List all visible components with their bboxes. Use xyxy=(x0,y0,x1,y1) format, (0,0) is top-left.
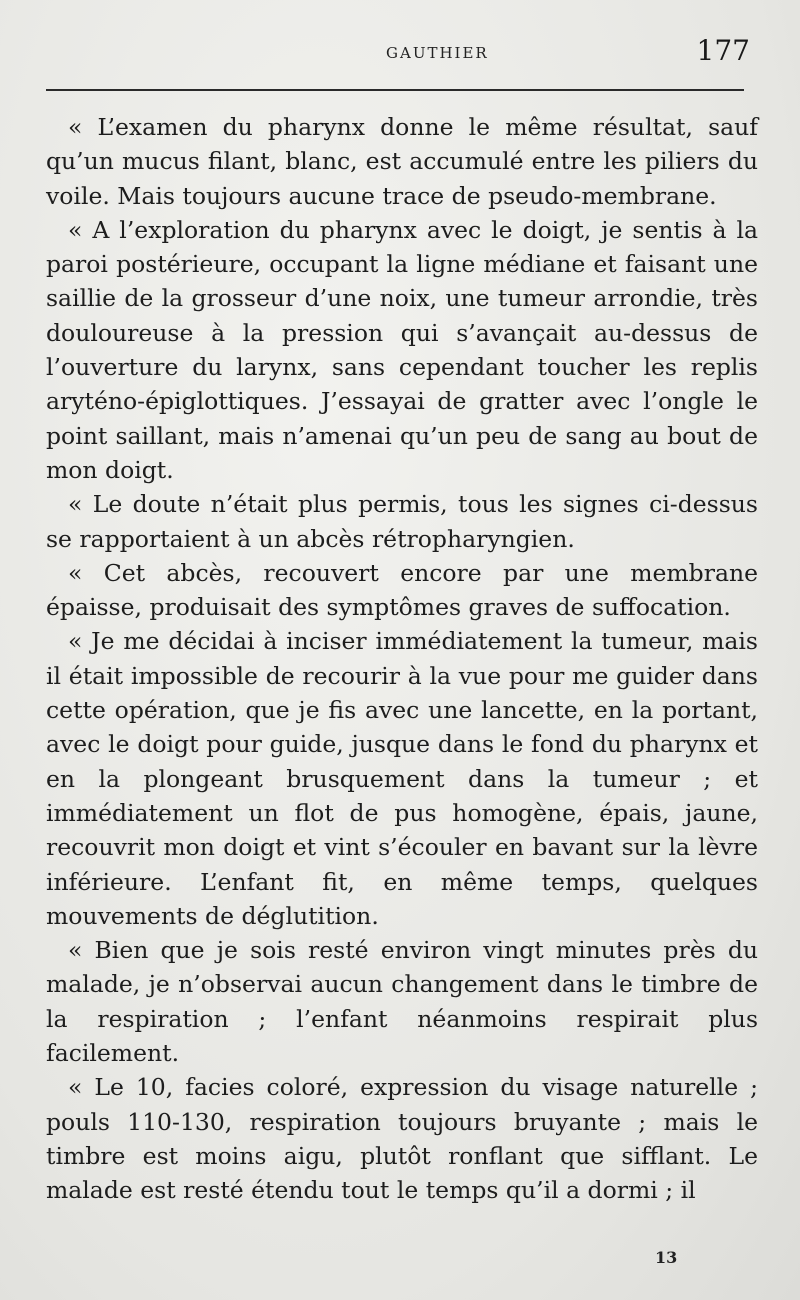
page-number: 177 xyxy=(696,34,750,67)
paragraph: « A l’exploration du pharynx avec le doigt, je sentis à la paroi postérieure, occupant la ligne médiane et faisant une saillie de la grosseur d’une noix, une tumeur arrondie, très douloureuse à la pression qui s’avançait au-dessus de l’ouverture du larynx, sans cependant toucher les replis aryténo-épiglottiques. J’essayai de gratter avec l’ongle le point saillant, mais n’amenai qu’un peu de sang au bout de mon doigt. xyxy=(46,215,758,484)
signature-mark: 13 xyxy=(655,1248,678,1267)
running-head xyxy=(46,34,752,74)
paragraph: « Le 10, facies coloré, expression du visage naturelle ; pouls 110-130, respiration toujours bruyante ; mais le timbre est moins aigu, plutôt ronflant que sifflant. Le malade est resté étendu tout le temps qu’il a dormi ; il xyxy=(46,1073,758,1205)
paragraph: « Je me décidai à inciser immédiatement la tumeur, mais il était impossible de recourir à la vue pour me guider dans cette opération, que je fis avec une lancette, en la portant, avec le doigt pour guide, jusque dans le fond du pharynx et en la plongeant brusquement dans la tumeur ; et immédiatement un flot de pus homogène, épais, jaune, recouvrit mon doigt et vint s’écouler en bavant sur la lèvre inférieure. L’enfant fit, en même temps, quelques mouvements de déglutition. xyxy=(46,627,758,930)
paragraph: « Cet abcès, recouvert encore par une membrane épaisse, produisait des symptômes graves de suffocation. xyxy=(46,558,758,622)
paragraph: « L’examen du pharynx donne le même résultat, sauf qu’un mucus filant, blanc, est accumulé entre les piliers du voile. Mais toujours aucune trace de pseudo-membrane. xyxy=(46,113,758,210)
paragraph: « Le doute n’était plus permis, tous les signes ci-dessus se rapportaient à un abcès rétropharyngien. xyxy=(46,490,758,553)
paragraph: « Bien que je sois resté environ vingt minutes près du malade, je n’observai aucun changement dans le timbre de la respiration ; l’enfant néanmoins respirait plus facilement. xyxy=(46,936,758,1068)
body-text xyxy=(46,110,758,1208)
running-head-author: GAUTHIER xyxy=(386,44,489,62)
header-rule xyxy=(46,89,744,91)
